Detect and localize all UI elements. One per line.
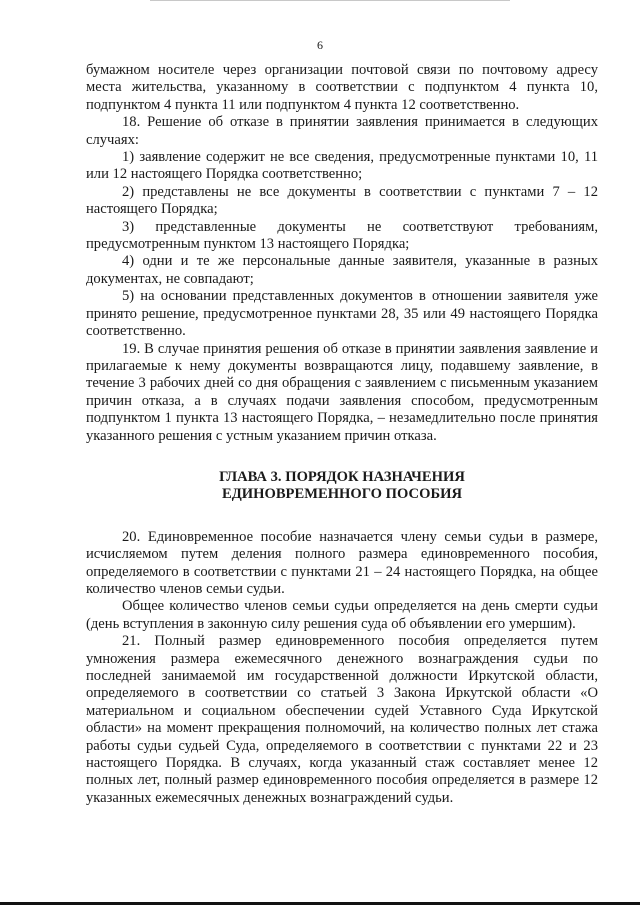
list-item-3: 3) представленные документы не соответствуют требованиям, предусмотренным пунктом 13 настоящего Порядка; — [86, 218, 598, 253]
list-item-5: 5) на основании представленных документов в отношении заявителя уже принято решение, предусмотренное пунктами 28, 35 или 49 настоящего Порядка соответственно. — [86, 288, 598, 340]
paragraph-family-count: Общее количество членов семьи судьи определяется на день смерти судьи (день вступления в законную силу решения суда об объявлении его умершим). — [86, 598, 598, 632]
chapter-title-line-1: ГЛАВА 3. ПОРЯДОК НАЗНАЧЕНИЯ — [219, 468, 465, 485]
chapter-title-line-2: ЕДИНОВРЕМЕННОГО ПОСОБИЯ — [221, 486, 462, 503]
paragraph-21: 21. Полный размер единовременного пособия определяется путем умножения размера ежемесячного денежного вознаграждения судьи по последней занимаемой им государственной должности Иркутской области, определяемого в соответствии со статьей 3 Закона Иркутской области «О материальном и социальном обеспечении судей Уставного Суда Иркутской области» на момент прекращения полномочий, на количество полных лет стажа работы судьи судьей Суда, определяемого в соответствии с пунктами 22 и 23 настоящего Порядка. В случаях, когда указанный стаж составляет менее 12 полных лет, полный размер единовременного пособия определяется в размере 12 указанных ежемесячных денежных вознаграждений судьи. — [86, 633, 598, 806]
list-item-4: 4) одни и те же персональные данные заявителя, указанные в разных документах, не совпадают; — [86, 253, 598, 287]
document-body — [86, 62, 598, 807]
list-item-1: 1) заявление содержит не все сведения, предусмотренные пунктами 10, 11 или 12 настоящего Порядка соответственно; — [86, 149, 598, 183]
paragraph-18: 18. Решение об отказе в принятии заявления принимается в следующих случаях: — [86, 114, 598, 148]
list-item-2: 2) представлены не все документы в соответствии с пунктами 7 – 12 настоящего Порядка; — [86, 183, 598, 218]
top-border-line — [150, 0, 510, 1]
page-number: 6 — [317, 38, 323, 52]
chapter-heading — [86, 469, 598, 504]
paragraph-continuation: бумажном носителе через организации почтовой связи по почтовому адресу места жительства, указанному в соответствии с подпунктом 4 пункта 10, подпунктом 4 пункта 11 или подпунктом 4 пункта 12 соответственно. — [86, 62, 598, 113]
paragraph-20: 20. Единовременное пособие назначается члену семьи судьи в размере, исчисляемом путем деления полного размера единовременного пособия, определяемого в соответствии с пунктами 21 – 24 настоящего Порядка, на общее количество членов семьи судьи. — [86, 528, 598, 597]
paragraph-19: 19. В случае принятия решения об отказе в принятии заявления заявление и прилагаемые к нему документы возвращаются лицу, подавшему заявление, в течение 3 рабочих дней со дня обращения с заявлением с письменным указанием причин отказа, а в случаях подачи заявления способом, предусмотренным подпунктом 1 пункта 13 настоящего Порядка, – незамедлительно после принятия указанного решения с устным указанием причин отказа. — [86, 340, 598, 444]
